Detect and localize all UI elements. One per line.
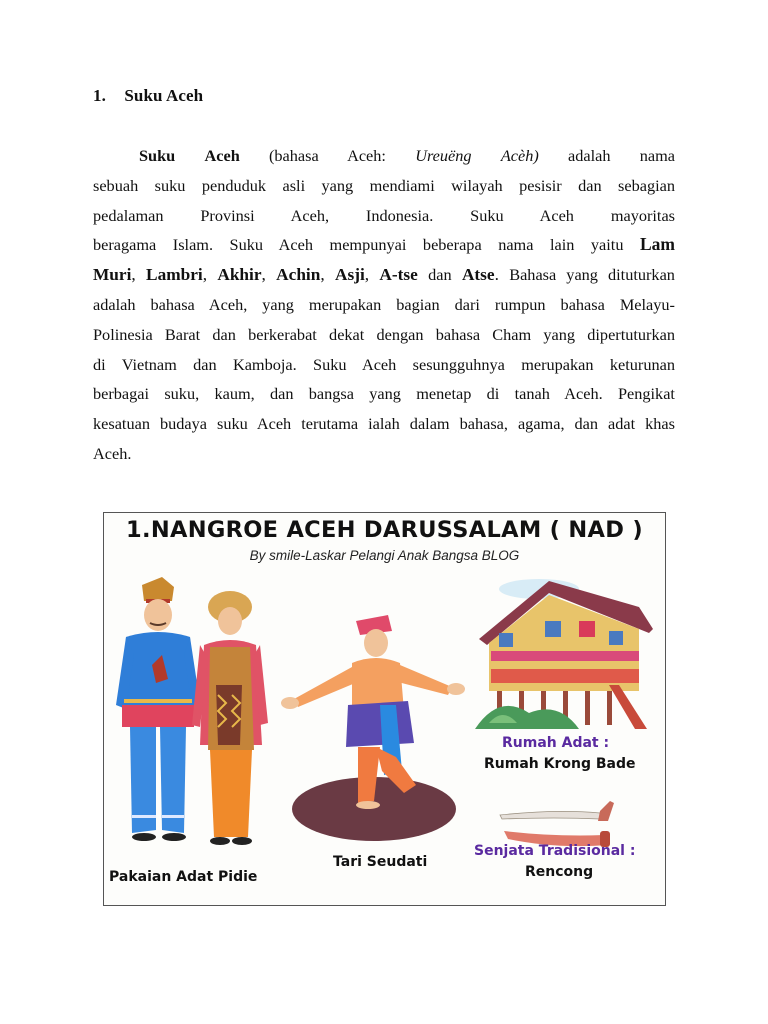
section-title: Suku Aceh (124, 86, 204, 105)
text: bahasa (560, 294, 605, 314)
traditional-couple-illustration (112, 575, 272, 865)
dancer-illustration (276, 601, 466, 851)
text: Bahasa (509, 265, 557, 285)
figure-subtitle: By smile-Laskar Pelangi Anak Bangsa BLOG (249, 548, 520, 563)
text: Melayu- (619, 294, 675, 314)
paragraph-line (93, 320, 675, 350)
caption-tari-seudati: Tari Seudati (333, 854, 428, 870)
paragraph-line (93, 439, 675, 469)
text: sebagian (618, 175, 676, 195)
text: menetap (416, 384, 472, 404)
text: asli yang (282, 175, 354, 195)
text: Aceh (539, 205, 574, 225)
text: Pengikat (617, 384, 675, 404)
text: yang (369, 384, 401, 404)
text: nama (498, 235, 534, 255)
text: adalah bahasa (93, 294, 195, 314)
text: di Vietnam dan Kamboja. Suku (93, 354, 347, 374)
text: sesungguhnya (412, 354, 505, 374)
traditional-house-illustration (469, 573, 659, 733)
section-heading (93, 86, 203, 106)
text: Polinesia (93, 324, 153, 344)
section-number: 1. (93, 86, 106, 105)
text: Aceh: (347, 146, 386, 165)
caption-senjata-label: Senjata Tradisional : (474, 843, 636, 859)
text: nama (639, 146, 676, 165)
text: mayoritas (610, 205, 676, 225)
text: berbagai (93, 384, 150, 404)
text: mempunyai (329, 235, 407, 255)
text (501, 146, 539, 165)
text: dan (578, 175, 602, 195)
text: keturunan (609, 354, 675, 374)
text: pedalaman Provinsi (93, 205, 255, 225)
text: bangsa (308, 384, 354, 404)
text: Aceh (361, 354, 397, 374)
text: Aceh (278, 235, 314, 255)
text: dipertuturkan (587, 324, 675, 344)
text: dari rumpun (454, 294, 546, 314)
paragraph-line (93, 290, 675, 320)
text: Aceh, Indonesia. (290, 205, 434, 225)
text: Aceh. (564, 384, 603, 404)
illustration-figure (103, 512, 666, 906)
italic-term: Acèh) (500, 146, 539, 165)
text: sebuah suku penduduk (93, 175, 267, 195)
text: yaitu Lam (590, 234, 675, 255)
paragraph-line (93, 379, 675, 409)
text: Cham yang (492, 324, 576, 344)
body-paragraph (93, 141, 675, 469)
text: Suku (470, 205, 504, 225)
figure-title: 1.NANGROE ACEH DARUSSALAM ( NAD ) (126, 517, 643, 543)
caption-senjata-value: Rencong (525, 864, 594, 880)
text: di (486, 384, 500, 404)
caption-rumah-adat-label: Rumah Adat : (502, 735, 610, 751)
text: merupakan (308, 294, 382, 314)
text: tanah (514, 384, 550, 404)
text: Aceh. (93, 443, 132, 463)
paragraph-line (93, 171, 675, 201)
paragraph-line (93, 201, 675, 231)
text: suku, (164, 384, 200, 404)
paragraph-line (93, 409, 675, 439)
text: bagian (396, 294, 440, 314)
text: (bahasa (269, 146, 319, 165)
caption-pakaian-adat: Pakaian Adat Pidie (109, 869, 258, 885)
text: merupakan (521, 354, 594, 374)
text: dekat (329, 324, 365, 344)
text: wilayah (451, 175, 503, 195)
text: pesisir (519, 175, 562, 195)
paragraph-line (93, 350, 675, 380)
text: dengan bahasa (376, 324, 481, 344)
text: yang (262, 294, 294, 314)
caption-rumah-adat-value: Rumah Krong Bade (484, 756, 636, 772)
paragraph-line (93, 260, 675, 290)
paragraph-line (93, 141, 675, 171)
bold-term: Aceh (204, 146, 240, 165)
text: beragama Islam. Suku (93, 235, 264, 255)
text: berkerabat (248, 324, 317, 344)
text: Muri, Lambri, Akhir, Achin, Asji, A-tse dan Atse. (93, 265, 499, 285)
bold-term: Suku (139, 146, 176, 165)
text: beberapa (422, 235, 482, 255)
bold-term: Lam (639, 234, 675, 255)
text: yang (566, 265, 598, 285)
text: mendiami (369, 175, 435, 195)
text: dan (269, 384, 294, 404)
text: dituturkan (608, 265, 675, 285)
italic-term: Ureuëng (415, 146, 472, 165)
text: Aceh, (208, 294, 248, 314)
text: adalah (568, 146, 611, 165)
text: Barat dan (164, 324, 236, 344)
paragraph-line (93, 230, 675, 260)
text: kaum, (214, 384, 255, 404)
text: kesatuan budaya suku Aceh terutama ialah dalam bahasa, agama, dan adat khas (93, 414, 675, 434)
text: lain (549, 235, 575, 255)
